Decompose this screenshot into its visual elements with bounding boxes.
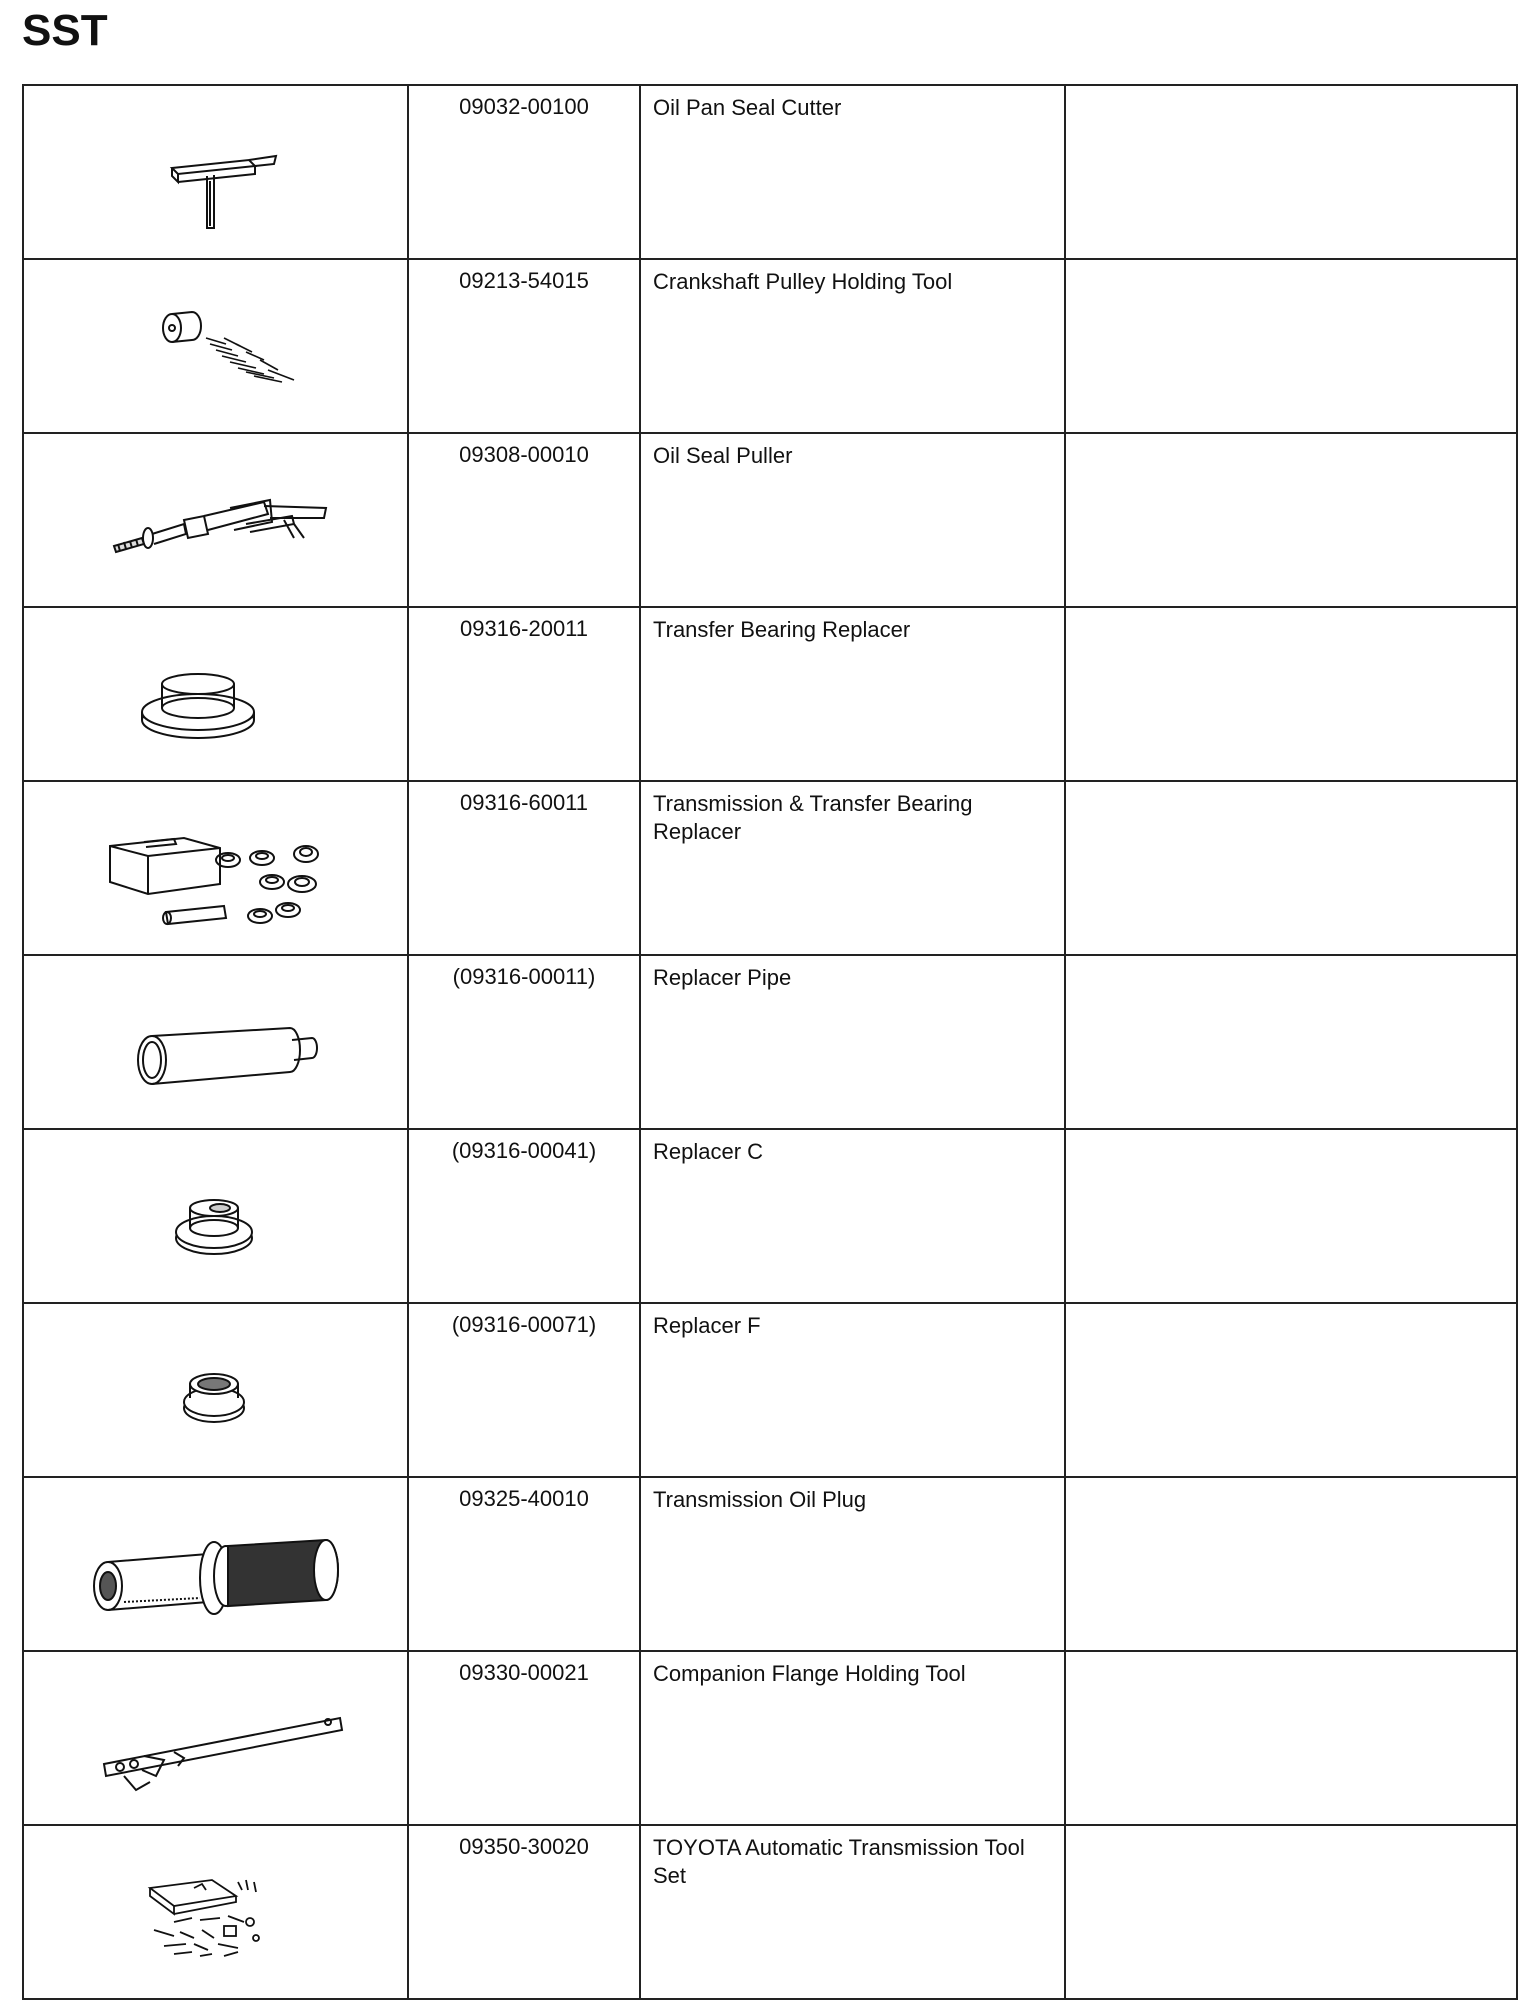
note-cell: [1065, 781, 1517, 955]
flange-holding-tool-icon: [24, 1652, 407, 1818]
part-number: 09032-00100: [408, 85, 640, 259]
part-number: 09308-00010: [408, 433, 640, 607]
tool-name: Replacer C: [640, 1129, 1065, 1303]
part-number: 09213-54015: [408, 259, 640, 433]
tool-illustration: [23, 259, 408, 433]
part-number: 09316-20011: [408, 607, 640, 781]
note-cell: [1065, 955, 1517, 1129]
tool-illustration: [23, 781, 408, 955]
table-row: [23, 259, 1517, 433]
tool-illustration: [23, 955, 408, 1129]
tool-illustration: [23, 607, 408, 781]
replacer-c-icon: [24, 1130, 407, 1296]
bearing-replacer-set-icon: [24, 782, 407, 948]
note-cell: [1065, 259, 1517, 433]
replacer-f-icon: [24, 1304, 407, 1470]
tool-illustration: [23, 1825, 408, 1999]
part-number: 09316-60011: [408, 781, 640, 955]
table-row: [23, 955, 1517, 1129]
note-cell: [1065, 85, 1517, 259]
part-number: 09330-00021: [408, 1651, 640, 1825]
table-row: [23, 1651, 1517, 1825]
part-number: (09316-00071): [408, 1303, 640, 1477]
note-cell: [1065, 1303, 1517, 1477]
tool-name: Replacer Pipe: [640, 955, 1065, 1129]
replacer-pipe-icon: [24, 956, 407, 1122]
tool-name: Replacer F: [640, 1303, 1065, 1477]
table-row: [23, 1303, 1517, 1477]
oil-seal-puller-icon: [24, 434, 407, 600]
page-title: SST: [22, 6, 108, 55]
pulley-holding-tool-icon: [24, 260, 407, 426]
note-cell: [1065, 1477, 1517, 1651]
note-cell: [1065, 607, 1517, 781]
table-row: [23, 433, 1517, 607]
table-row: [23, 1825, 1517, 1999]
note-cell: [1065, 1651, 1517, 1825]
table-row: [23, 85, 1517, 259]
table-row: [23, 607, 1517, 781]
tool-name: TOYOTA Automatic Transmission Tool Set: [640, 1825, 1065, 1999]
tool-illustration: [23, 1129, 408, 1303]
tool-illustration: [23, 1303, 408, 1477]
bearing-replacer-icon: [24, 608, 407, 774]
part-number: (09316-00011): [408, 955, 640, 1129]
seal-cutter-icon: [24, 86, 407, 252]
tool-name: Crankshaft Pulley Holding Tool: [640, 259, 1065, 433]
tool-illustration: [23, 85, 408, 259]
oil-plug-icon: [24, 1478, 407, 1644]
tool-name: Transmission & Transfer Bearing Replacer: [640, 781, 1065, 955]
note-cell: [1065, 1129, 1517, 1303]
table-row: [23, 1129, 1517, 1303]
tool-name: Oil Pan Seal Cutter: [640, 85, 1065, 259]
part-number: 09350-30020: [408, 1825, 640, 1999]
tool-name: Companion Flange Holding Tool: [640, 1651, 1065, 1825]
table-row: [23, 781, 1517, 955]
tool-illustration: [23, 1477, 408, 1651]
table-row: [23, 1477, 1517, 1651]
tool-name: Oil Seal Puller: [640, 433, 1065, 607]
tool-name: Transfer Bearing Replacer: [640, 607, 1065, 781]
tool-set-icon: [24, 1826, 407, 1992]
note-cell: [1065, 1825, 1517, 1999]
tool-illustration: [23, 1651, 408, 1825]
tool-name: Transmission Oil Plug: [640, 1477, 1065, 1651]
note-cell: [1065, 433, 1517, 607]
part-number: (09316-00041): [408, 1129, 640, 1303]
sst-table: [22, 84, 1518, 2000]
tool-illustration: [23, 433, 408, 607]
part-number: 09325-40010: [408, 1477, 640, 1651]
